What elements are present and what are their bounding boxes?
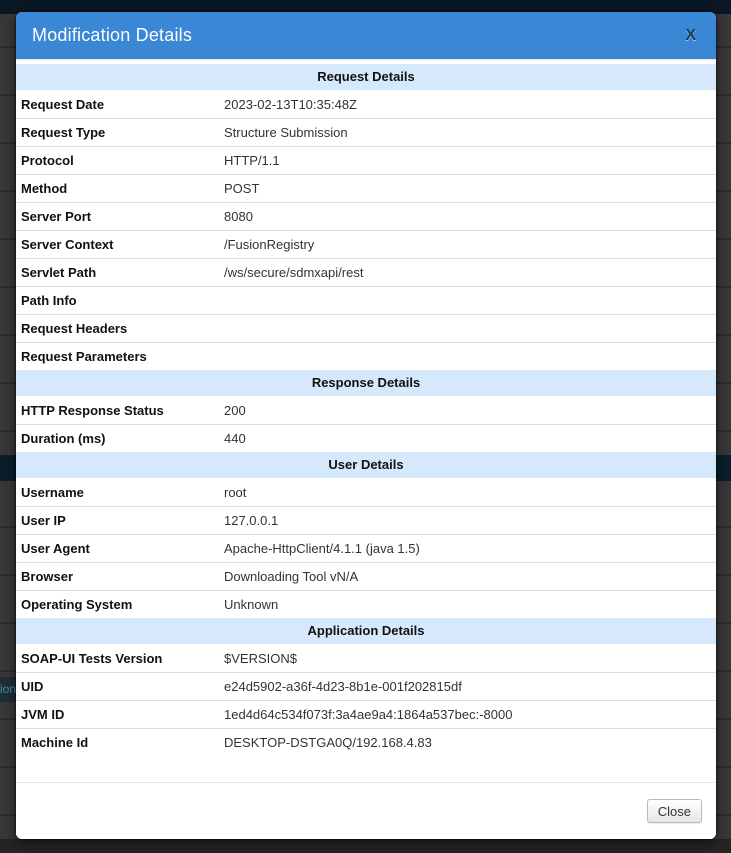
detail-row (16, 562, 716, 590)
detail-row (16, 146, 716, 174)
section-header: Request Details (16, 64, 716, 90)
modal-body (16, 60, 716, 782)
detail-row (16, 90, 716, 118)
close-icon[interactable]: X (685, 26, 696, 44)
details-table (16, 64, 716, 756)
detail-row (16, 202, 716, 230)
detail-row (16, 174, 716, 202)
row-label: Browser (21, 569, 74, 584)
row-label: Path Info (21, 293, 77, 308)
close-button[interactable]: Close (647, 799, 702, 823)
row-label: Method (21, 181, 68, 196)
row-value: Downloading Tool vN/A (224, 569, 359, 584)
row-label: SOAP-UI Tests Version (21, 650, 163, 666)
detail-row (16, 506, 716, 534)
modification-details-modal (16, 12, 716, 839)
detail-row (16, 672, 716, 700)
row-label: Request Type (21, 125, 106, 140)
row-value: HTTP/1.1 (224, 153, 280, 168)
modal-footer (16, 782, 716, 839)
row-value: Apache-HttpClient/4.1.1 (java 1.5) (224, 541, 420, 556)
row-value: POST (224, 181, 260, 196)
row-label: UID (21, 679, 44, 694)
modal-header (16, 12, 716, 60)
row-value: 440 (224, 431, 246, 446)
row-label: HTTP Response Status (21, 402, 164, 418)
section-header: Application Details (16, 618, 716, 644)
detail-row (16, 342, 716, 370)
section-header: User Details (16, 452, 716, 478)
background-link-fragment: ion (0, 677, 24, 702)
row-label: Request Date (21, 96, 105, 112)
detail-row (16, 424, 716, 452)
detail-row (16, 534, 716, 562)
detail-row (16, 590, 716, 618)
detail-row (16, 700, 716, 728)
row-label: Username (21, 484, 84, 500)
row-label: Operating System (21, 597, 133, 612)
row-label: Request Headers (21, 321, 128, 336)
modal-title: Modification Details (32, 25, 193, 45)
detail-row (16, 478, 716, 506)
row-label: Server Context (21, 237, 114, 252)
row-value: $VERSION$ (224, 650, 297, 666)
row-value: Unknown (224, 597, 279, 612)
detail-row (16, 644, 716, 672)
row-value: 8080 (224, 209, 253, 224)
detail-row (16, 286, 716, 314)
row-value: 2023-02-13T10:35:48Z (224, 96, 357, 112)
row-label: Duration (ms) (21, 431, 106, 446)
row-value: 200 (224, 402, 246, 418)
row-value: 127.0.0.1 (224, 513, 279, 528)
section-header: Response Details (16, 370, 716, 396)
row-label: Machine Id (21, 735, 89, 750)
row-value: e24d5902-a36f-4d23-8b1e-001f202815df (224, 679, 462, 694)
row-value: Structure Submission (224, 125, 348, 140)
row-value: DESKTOP-DSTGA0Q/192.168.4.83 (224, 735, 432, 750)
detail-row (16, 118, 716, 146)
row-label: Protocol (21, 153, 74, 168)
row-label: Servlet Path (21, 265, 97, 280)
detail-row (16, 396, 716, 424)
row-value: 1ed4d64c534f073f:3a4ae9a4:1864a537bec:-8000 (224, 707, 513, 722)
row-value: root (224, 484, 247, 500)
row-label: User IP (21, 513, 66, 528)
row-value: /FusionRegistry (224, 237, 315, 252)
detail-row (16, 728, 716, 756)
detail-row (16, 314, 716, 342)
row-label: Request Parameters (21, 349, 147, 364)
detail-row (16, 230, 716, 258)
row-label: JVM ID (21, 707, 65, 722)
background-bottom-strip (0, 839, 731, 853)
row-value: /ws/secure/sdmxapi/rest (224, 265, 364, 280)
row-label: User Agent (21, 541, 90, 556)
row-label: Server Port (21, 209, 92, 224)
detail-row (16, 258, 716, 286)
